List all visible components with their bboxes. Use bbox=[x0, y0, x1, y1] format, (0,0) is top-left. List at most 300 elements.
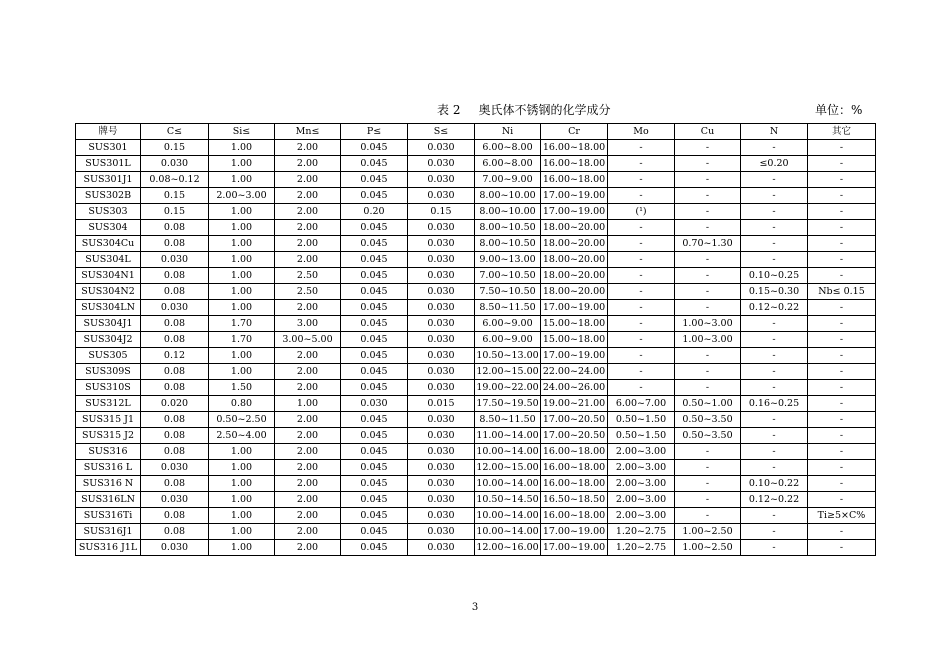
value-cell: - bbox=[608, 156, 675, 172]
value-cell: 0.12 bbox=[141, 348, 209, 364]
table-row bbox=[76, 428, 876, 444]
value-cell: 0.10~0.25 bbox=[741, 268, 808, 284]
grade-cell: SUS302B bbox=[76, 188, 141, 204]
value-cell: 0.70~1.30 bbox=[675, 236, 741, 252]
value-cell: 0.030 bbox=[408, 332, 475, 348]
value-cell: 0.030 bbox=[408, 252, 475, 268]
value-cell: - bbox=[808, 140, 876, 156]
value-cell: 7.50~10.50 bbox=[475, 284, 541, 300]
value-cell: 2.00 bbox=[275, 300, 341, 316]
value-cell: 2.00~3.00 bbox=[608, 492, 675, 508]
value-cell: 0.030 bbox=[408, 172, 475, 188]
value-cell: - bbox=[608, 316, 675, 332]
value-cell: 1.00~3.00 bbox=[675, 316, 741, 332]
value-cell: 0.030 bbox=[141, 156, 209, 172]
value-cell: 16.00~18.00 bbox=[541, 172, 608, 188]
value-cell: 0.030 bbox=[408, 156, 475, 172]
column-header: S≤ bbox=[408, 124, 475, 140]
value-cell: 2.50~4.00 bbox=[209, 428, 275, 444]
value-cell: 0.030 bbox=[408, 412, 475, 428]
value-cell: 0.045 bbox=[341, 476, 408, 492]
value-cell: 6.00~8.00 bbox=[475, 156, 541, 172]
value-cell: 15.00~18.00 bbox=[541, 316, 608, 332]
value-cell: - bbox=[741, 252, 808, 268]
value-cell: 2.00 bbox=[275, 172, 341, 188]
grade-cell: SUS301J1 bbox=[76, 172, 141, 188]
value-cell: 2.00 bbox=[275, 428, 341, 444]
value-cell: 0.030 bbox=[141, 460, 209, 476]
value-cell: ≤0.20 bbox=[741, 156, 808, 172]
value-cell: 0.045 bbox=[341, 380, 408, 396]
value-cell: - bbox=[675, 348, 741, 364]
value-cell: 17.00~19.00 bbox=[541, 300, 608, 316]
value-cell: - bbox=[675, 252, 741, 268]
value-cell: - bbox=[741, 428, 808, 444]
grade-cell: SUS316 bbox=[76, 444, 141, 460]
column-header: 牌号 bbox=[76, 124, 141, 140]
value-cell: 2.00 bbox=[275, 460, 341, 476]
value-cell: 2.00~3.00 bbox=[209, 188, 275, 204]
table-row bbox=[76, 492, 876, 508]
value-cell: 0.015 bbox=[408, 396, 475, 412]
value-cell: 18.00~20.00 bbox=[541, 268, 608, 284]
grade-cell: SUS304J2 bbox=[76, 332, 141, 348]
value-cell: 0.030 bbox=[408, 188, 475, 204]
value-cell: 1.20~2.75 bbox=[608, 540, 675, 556]
value-cell: - bbox=[675, 492, 741, 508]
grade-cell: SUS301L bbox=[76, 156, 141, 172]
value-cell: - bbox=[608, 268, 675, 284]
table-row bbox=[76, 204, 876, 220]
grade-cell: SUS310S bbox=[76, 380, 141, 396]
value-cell: - bbox=[808, 300, 876, 316]
value-cell: - bbox=[741, 508, 808, 524]
value-cell: - bbox=[608, 284, 675, 300]
value-cell: 0.20 bbox=[341, 204, 408, 220]
value-cell: 8.50~11.50 bbox=[475, 300, 541, 316]
value-cell: 6.00~8.00 bbox=[475, 140, 541, 156]
value-cell: 0.045 bbox=[341, 444, 408, 460]
value-cell: 12.00~15.00 bbox=[475, 364, 541, 380]
value-cell: - bbox=[808, 476, 876, 492]
value-cell: - bbox=[808, 252, 876, 268]
table-row bbox=[76, 332, 876, 348]
column-header: Cu bbox=[675, 124, 741, 140]
value-cell: Nb≤ 0.15 bbox=[808, 284, 876, 300]
value-cell: - bbox=[808, 332, 876, 348]
value-cell: 2.50 bbox=[275, 268, 341, 284]
value-cell: - bbox=[741, 348, 808, 364]
value-cell: 0.030 bbox=[141, 540, 209, 556]
value-cell: - bbox=[675, 172, 741, 188]
value-cell: 6.00~9.00 bbox=[475, 332, 541, 348]
value-cell: 10.50~13.00 bbox=[475, 348, 541, 364]
value-cell: Ti≥5×C% bbox=[808, 508, 876, 524]
value-cell: 19.00~22.00 bbox=[475, 380, 541, 396]
value-cell: - bbox=[808, 364, 876, 380]
value-cell: 1.00 bbox=[209, 204, 275, 220]
table-row bbox=[76, 444, 876, 460]
grade-cell: SUS304Cu bbox=[76, 236, 141, 252]
value-cell: 17.00~19.00 bbox=[541, 204, 608, 220]
value-cell: 0.045 bbox=[341, 172, 408, 188]
value-cell: 16.00~18.00 bbox=[541, 460, 608, 476]
value-cell: 0.16~0.25 bbox=[741, 396, 808, 412]
value-cell: 2.00 bbox=[275, 220, 341, 236]
value-cell: - bbox=[608, 252, 675, 268]
grade-cell: SUS316 L bbox=[76, 460, 141, 476]
value-cell: 2.00 bbox=[275, 348, 341, 364]
value-cell: 2.00 bbox=[275, 364, 341, 380]
value-cell: 0.50~1.00 bbox=[675, 396, 741, 412]
value-cell: 11.00~14.00 bbox=[475, 428, 541, 444]
value-cell: - bbox=[675, 140, 741, 156]
value-cell: 0.030 bbox=[141, 300, 209, 316]
grade-cell: SUS315 J1 bbox=[76, 412, 141, 428]
value-cell: - bbox=[808, 156, 876, 172]
value-cell: 0.045 bbox=[341, 540, 408, 556]
value-cell: 0.50~2.50 bbox=[209, 412, 275, 428]
value-cell: 0.08 bbox=[141, 444, 209, 460]
value-cell: - bbox=[675, 284, 741, 300]
value-cell: 0.045 bbox=[341, 348, 408, 364]
value-cell: - bbox=[608, 236, 675, 252]
value-cell: 0.50~3.50 bbox=[675, 428, 741, 444]
value-cell: 1.00 bbox=[209, 476, 275, 492]
value-cell: - bbox=[741, 236, 808, 252]
table-row bbox=[76, 268, 876, 284]
value-cell: 0.030 bbox=[408, 460, 475, 476]
grade-cell: SUS315 J2 bbox=[76, 428, 141, 444]
value-cell: - bbox=[741, 332, 808, 348]
value-cell: 2.00 bbox=[275, 236, 341, 252]
value-cell: - bbox=[808, 268, 876, 284]
value-cell: - bbox=[608, 380, 675, 396]
value-cell: 1.00 bbox=[209, 492, 275, 508]
value-cell: 0.030 bbox=[408, 236, 475, 252]
value-cell: 1.00 bbox=[209, 524, 275, 540]
value-cell: 17.00~19.00 bbox=[541, 540, 608, 556]
value-cell: 2.00 bbox=[275, 252, 341, 268]
value-cell: 0.15 bbox=[141, 204, 209, 220]
value-cell: 7.00~9.00 bbox=[475, 172, 541, 188]
value-cell: 0.12~0.22 bbox=[741, 492, 808, 508]
grade-cell: SUS305 bbox=[76, 348, 141, 364]
value-cell: - bbox=[675, 380, 741, 396]
unit-label: 单位：% bbox=[815, 103, 863, 117]
value-cell: 8.00~10.50 bbox=[475, 220, 541, 236]
value-cell: 0.030 bbox=[408, 140, 475, 156]
value-cell: 1.00 bbox=[209, 140, 275, 156]
value-cell: 1.00 bbox=[209, 364, 275, 380]
table-row bbox=[76, 460, 876, 476]
value-cell: 0.045 bbox=[341, 428, 408, 444]
value-cell: 0.030 bbox=[408, 508, 475, 524]
value-cell: 0.50~1.50 bbox=[608, 428, 675, 444]
value-cell: 1.00 bbox=[209, 300, 275, 316]
value-cell: 0.030 bbox=[408, 476, 475, 492]
value-cell: 0.030 bbox=[408, 268, 475, 284]
table-row bbox=[76, 380, 876, 396]
value-cell: 0.08 bbox=[141, 428, 209, 444]
value-cell: - bbox=[675, 508, 741, 524]
value-cell: 6.00~9.00 bbox=[475, 316, 541, 332]
table-number: 表 2 bbox=[437, 103, 461, 117]
grade-cell: SUS304J1 bbox=[76, 316, 141, 332]
value-cell: - bbox=[808, 428, 876, 444]
value-cell: 0.045 bbox=[341, 188, 408, 204]
value-cell: 1.00 bbox=[209, 284, 275, 300]
value-cell: 0.08 bbox=[141, 508, 209, 524]
value-cell: - bbox=[741, 140, 808, 156]
value-cell: - bbox=[608, 348, 675, 364]
value-cell: - bbox=[741, 364, 808, 380]
value-cell: 10.50~14.50 bbox=[475, 492, 541, 508]
column-header: N bbox=[741, 124, 808, 140]
grade-cell: SUS304 bbox=[76, 220, 141, 236]
value-cell: 0.08 bbox=[141, 236, 209, 252]
value-cell: 0.80 bbox=[209, 396, 275, 412]
value-cell: - bbox=[675, 300, 741, 316]
table-row bbox=[76, 156, 876, 172]
value-cell: 0.15 bbox=[408, 204, 475, 220]
value-cell: - bbox=[675, 204, 741, 220]
table-row bbox=[76, 172, 876, 188]
value-cell: 12.00~15.00 bbox=[475, 460, 541, 476]
value-cell: 0.045 bbox=[341, 364, 408, 380]
value-cell: 2.00 bbox=[275, 476, 341, 492]
value-cell: 0.045 bbox=[341, 492, 408, 508]
value-cell: 0.030 bbox=[408, 444, 475, 460]
value-cell: 0.08 bbox=[141, 332, 209, 348]
value-cell: 0.045 bbox=[341, 156, 408, 172]
table-row bbox=[76, 220, 876, 236]
value-cell: 9.00~13.00 bbox=[475, 252, 541, 268]
value-cell: 1.00 bbox=[209, 460, 275, 476]
value-cell: - bbox=[808, 188, 876, 204]
value-cell: 0.08 bbox=[141, 316, 209, 332]
value-cell: 2.00 bbox=[275, 492, 341, 508]
value-cell: 0.045 bbox=[341, 332, 408, 348]
value-cell: 0.030 bbox=[408, 284, 475, 300]
grade-cell: SUS303 bbox=[76, 204, 141, 220]
grade-cell: SUS316LN bbox=[76, 492, 141, 508]
value-cell: 0.030 bbox=[408, 300, 475, 316]
value-cell: 16.50~18.50 bbox=[541, 492, 608, 508]
value-cell: 0.030 bbox=[408, 540, 475, 556]
value-cell: 1.00 bbox=[209, 252, 275, 268]
value-cell: 17.00~20.50 bbox=[541, 428, 608, 444]
value-cell: 7.00~10.50 bbox=[475, 268, 541, 284]
value-cell: 1.00 bbox=[209, 236, 275, 252]
value-cell: - bbox=[741, 204, 808, 220]
value-cell: 0.08 bbox=[141, 284, 209, 300]
value-cell: - bbox=[675, 188, 741, 204]
value-cell: 2.00 bbox=[275, 524, 341, 540]
value-cell: 0.045 bbox=[341, 508, 408, 524]
value-cell: 0.045 bbox=[341, 412, 408, 428]
value-cell: - bbox=[675, 444, 741, 460]
table-row bbox=[76, 188, 876, 204]
value-cell: - bbox=[808, 492, 876, 508]
value-cell: 0.15 bbox=[141, 140, 209, 156]
table-row bbox=[76, 252, 876, 268]
value-cell: - bbox=[741, 412, 808, 428]
value-cell: - bbox=[675, 268, 741, 284]
value-cell: - bbox=[808, 412, 876, 428]
value-cell: 2.00 bbox=[275, 140, 341, 156]
grade-cell: SUS301 bbox=[76, 140, 141, 156]
value-cell: 1.70 bbox=[209, 316, 275, 332]
value-cell: 2.00 bbox=[275, 188, 341, 204]
value-cell: - bbox=[741, 540, 808, 556]
value-cell: - bbox=[808, 172, 876, 188]
table-row bbox=[76, 140, 876, 156]
value-cell: 0.15~0.30 bbox=[741, 284, 808, 300]
value-cell: - bbox=[608, 172, 675, 188]
value-cell: 0.12~0.22 bbox=[741, 300, 808, 316]
value-cell: 3.00~5.00 bbox=[275, 332, 341, 348]
value-cell: 16.00~18.00 bbox=[541, 476, 608, 492]
grade-cell: SUS304N1 bbox=[76, 268, 141, 284]
value-cell: 1.70 bbox=[209, 332, 275, 348]
value-cell: 0.15 bbox=[141, 188, 209, 204]
value-cell: 1.50 bbox=[209, 380, 275, 396]
value-cell: 0.08 bbox=[141, 412, 209, 428]
value-cell: - bbox=[741, 172, 808, 188]
composition-table bbox=[75, 123, 876, 556]
grade-cell: SUS309S bbox=[76, 364, 141, 380]
value-cell: 0.045 bbox=[341, 140, 408, 156]
value-cell: 1.00 bbox=[209, 540, 275, 556]
column-header: Mo bbox=[608, 124, 675, 140]
column-header: C≤ bbox=[141, 124, 209, 140]
value-cell: 0.030 bbox=[408, 380, 475, 396]
column-header: P≤ bbox=[341, 124, 408, 140]
value-cell: 2.00 bbox=[275, 380, 341, 396]
value-cell: 0.10~0.22 bbox=[741, 476, 808, 492]
grade-cell: SUS316 N bbox=[76, 476, 141, 492]
value-cell: 12.00~16.00 bbox=[475, 540, 541, 556]
value-cell: 0.045 bbox=[341, 252, 408, 268]
value-cell: 2.00 bbox=[275, 156, 341, 172]
value-cell: 17.00~20.50 bbox=[541, 412, 608, 428]
value-cell: 2.00~3.00 bbox=[608, 476, 675, 492]
value-cell: 2.50 bbox=[275, 284, 341, 300]
value-cell: 16.00~18.00 bbox=[541, 444, 608, 460]
value-cell: 3.00 bbox=[275, 316, 341, 332]
value-cell: 1.00 bbox=[209, 348, 275, 364]
value-cell: (¹) bbox=[608, 204, 675, 220]
value-cell: - bbox=[808, 236, 876, 252]
value-cell: - bbox=[608, 364, 675, 380]
value-cell: 0.045 bbox=[341, 220, 408, 236]
value-cell: 0.045 bbox=[341, 524, 408, 540]
table-row bbox=[76, 412, 876, 428]
table-row bbox=[76, 284, 876, 300]
value-cell: - bbox=[808, 380, 876, 396]
value-cell: 0.030 bbox=[408, 524, 475, 540]
value-cell: 17.00~19.00 bbox=[541, 348, 608, 364]
value-cell: 8.50~11.50 bbox=[475, 412, 541, 428]
value-cell: 0.045 bbox=[341, 300, 408, 316]
table-row bbox=[76, 524, 876, 540]
value-cell: 8.00~10.00 bbox=[475, 188, 541, 204]
value-cell: 2.00 bbox=[275, 444, 341, 460]
value-cell: - bbox=[741, 444, 808, 460]
value-cell: - bbox=[808, 396, 876, 412]
value-cell: 0.50~1.50 bbox=[608, 412, 675, 428]
table-row bbox=[76, 508, 876, 524]
value-cell: 0.045 bbox=[341, 316, 408, 332]
value-cell: 0.030 bbox=[408, 220, 475, 236]
column-header: Mn≤ bbox=[275, 124, 341, 140]
page-number: 3 bbox=[471, 602, 479, 613]
table-row bbox=[76, 540, 876, 556]
value-cell: 0.08 bbox=[141, 380, 209, 396]
value-cell: - bbox=[741, 188, 808, 204]
table-row bbox=[76, 476, 876, 492]
value-cell: 2.00 bbox=[275, 508, 341, 524]
value-cell: - bbox=[741, 380, 808, 396]
value-cell: - bbox=[675, 460, 741, 476]
table-row bbox=[76, 396, 876, 412]
value-cell: 16.00~18.00 bbox=[541, 156, 608, 172]
value-cell: 24.00~26.00 bbox=[541, 380, 608, 396]
value-cell: 0.030 bbox=[141, 492, 209, 508]
table-header-row bbox=[76, 124, 876, 140]
value-cell: 10.00~14.00 bbox=[475, 508, 541, 524]
value-cell: 0.045 bbox=[341, 460, 408, 476]
value-cell: 15.00~18.00 bbox=[541, 332, 608, 348]
table-row bbox=[76, 236, 876, 252]
table-row bbox=[76, 316, 876, 332]
value-cell: 17.50~19.50 bbox=[475, 396, 541, 412]
value-cell: 0.030 bbox=[408, 348, 475, 364]
value-cell: 19.00~21.00 bbox=[541, 396, 608, 412]
value-cell: - bbox=[675, 476, 741, 492]
grade-cell: SUS304LN bbox=[76, 300, 141, 316]
value-cell: - bbox=[741, 524, 808, 540]
value-cell: - bbox=[808, 460, 876, 476]
value-cell: 1.00 bbox=[209, 220, 275, 236]
value-cell: - bbox=[675, 364, 741, 380]
value-cell: 0.020 bbox=[141, 396, 209, 412]
value-cell: - bbox=[808, 220, 876, 236]
value-cell: 0.045 bbox=[341, 284, 408, 300]
column-header: Ni bbox=[475, 124, 541, 140]
value-cell: - bbox=[741, 316, 808, 332]
grade-cell: SUS304N2 bbox=[76, 284, 141, 300]
value-cell: 10.00~14.00 bbox=[475, 476, 541, 492]
value-cell: 18.00~20.00 bbox=[541, 220, 608, 236]
value-cell: 0.030 bbox=[408, 364, 475, 380]
value-cell: - bbox=[741, 220, 808, 236]
grade-cell: SUS316 J1L bbox=[76, 540, 141, 556]
value-cell: - bbox=[808, 524, 876, 540]
value-cell: 1.00 bbox=[209, 508, 275, 524]
value-cell: 0.045 bbox=[341, 236, 408, 252]
value-cell: 22.00~24.00 bbox=[541, 364, 608, 380]
value-cell: 0.08 bbox=[141, 524, 209, 540]
grade-cell: SUS316Ti bbox=[76, 508, 141, 524]
value-cell: 2.00 bbox=[275, 540, 341, 556]
value-cell: 6.00~7.00 bbox=[608, 396, 675, 412]
value-cell: 1.00~2.50 bbox=[675, 524, 741, 540]
value-cell: - bbox=[808, 348, 876, 364]
value-cell: 2.00~3.00 bbox=[608, 460, 675, 476]
value-cell: 0.08 bbox=[141, 364, 209, 380]
